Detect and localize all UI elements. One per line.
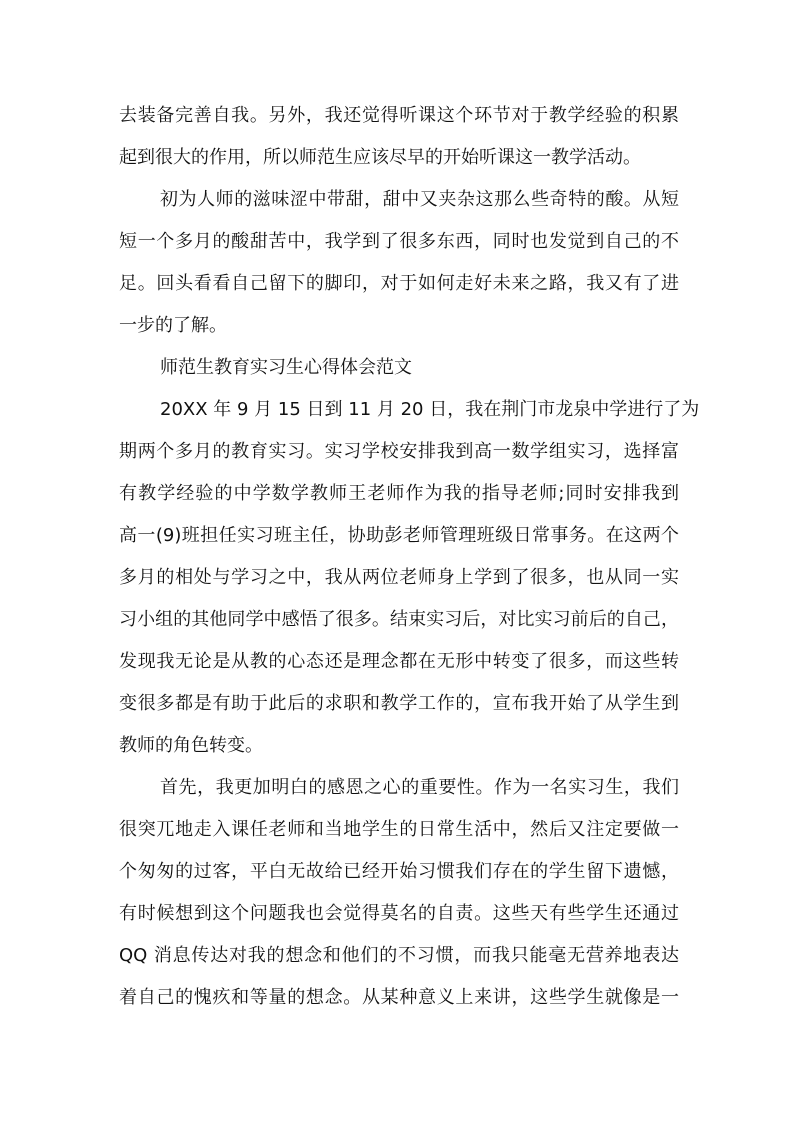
text-line: 个匆匆的过客，平白无故给已经开始习惯我们存在的学生留下遗憾， bbox=[119, 861, 679, 882]
text-line: 去装备完善自我。另外，我还觉得听课这个环节对于教学经验的积累 bbox=[119, 105, 679, 126]
section-heading: 师范生教育实习生心得体会范文 bbox=[160, 357, 412, 378]
text-line: 足。回头看看自己留下的脚印，对于如何走好未来之路，我又有了进 bbox=[119, 273, 679, 294]
text-line: 20XX 年 9 月 15 日到 11 月 20 日，我在荆门市龙泉中学进行了为 bbox=[160, 399, 700, 420]
text-line: 短一个多月的酸甜苦中，我学到了很多东西，同时也发觉到自己的不 bbox=[119, 231, 679, 252]
text-line: 起到很大的作用，所以师范生应该尽早的开始听课这一教学活动。 bbox=[119, 147, 641, 168]
text-line: 有教学经验的中学数学教师王老师作为我的指导老师;同时安排我到 bbox=[119, 483, 679, 504]
text-line: 一步的了解。 bbox=[119, 315, 227, 336]
text-line: 教师的角色转变。 bbox=[119, 735, 263, 756]
text-line: QQ 消息传达对我的想念和他们的不习惯，而我只能毫无营养地表达 bbox=[119, 945, 679, 966]
text-line: 首先，我更加明白的感恩之心的重要性。作为一名实习生，我们 bbox=[160, 777, 679, 798]
text-line: 多月的相处与学习之中，我从两位老师身上学到了很多，也从同一实 bbox=[119, 567, 679, 588]
text-line: 初为人师的滋味涩中带甜，甜中又夹杂这那么些奇特的酸。从短 bbox=[160, 189, 679, 210]
text-line: 很突兀地走入课任老师和当地学生的日常生活中，然后又注定要做一 bbox=[119, 819, 679, 840]
text-line: 发现我无论是从教的心态还是理念都在无形中转变了很多，而这些转 bbox=[119, 651, 679, 672]
text-line: 着自己的愧疚和等量的想念。从某种意义上来讲，这些学生就像是一 bbox=[119, 987, 679, 1008]
text-line: 习小组的其他同学中感悟了很多。结束实习后，对比实习前后的自己， bbox=[119, 609, 679, 630]
text-line: 有时候想到这个问题我也会觉得莫名的自责。这些天有些学生还通过 bbox=[119, 903, 679, 924]
text-line: 期两个多月的教育实习。实习学校安排我到高一数学组实习，选择富 bbox=[119, 441, 679, 462]
text-line: 高一(9)班担任实习班主任，协助彭老师管理班级日常事务。在这两个 bbox=[119, 525, 679, 546]
text-line: 变很多都是有助于此后的求职和教学工作的，宣布我开始了从学生到 bbox=[119, 693, 679, 714]
